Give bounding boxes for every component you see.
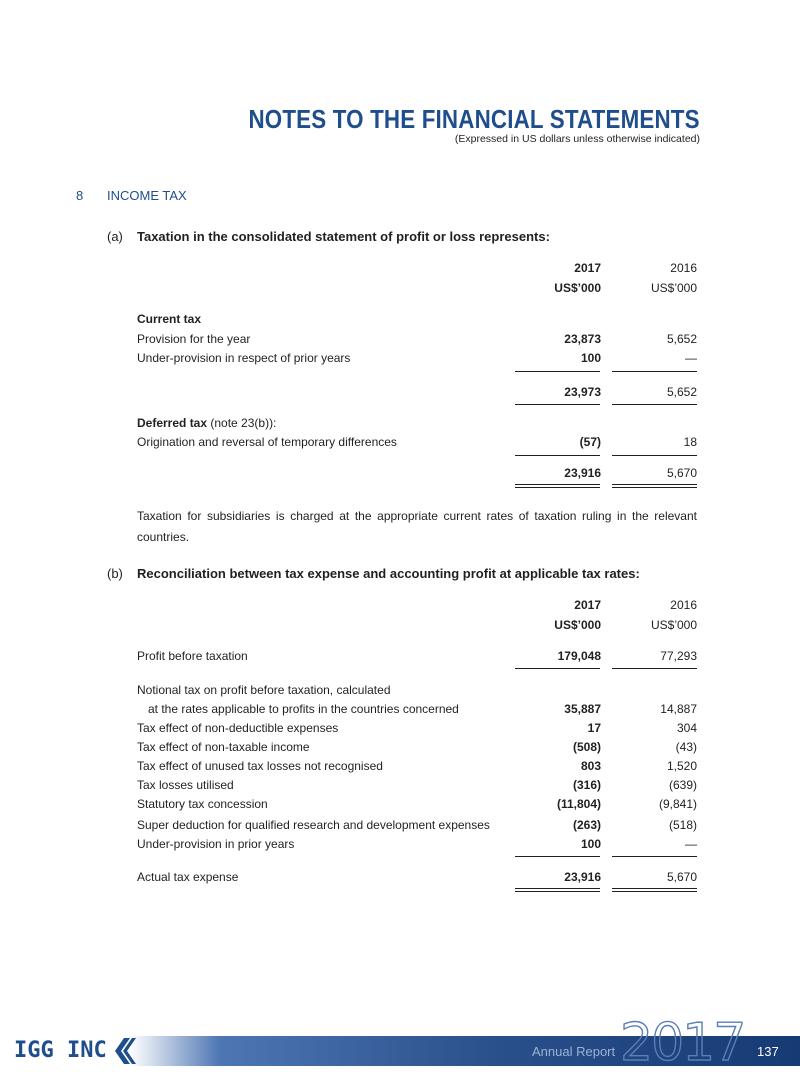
value-2017: 17	[587, 721, 601, 735]
value-2016: 77,293	[660, 649, 697, 663]
row-label: Actual tax expense	[137, 870, 239, 884]
table-row	[137, 738, 697, 756]
table-row	[137, 719, 697, 737]
part-a-title: Taxation in the consolidated statement of profit or loss represents:	[137, 229, 550, 244]
subtotal-row	[137, 383, 697, 401]
value-2017: (11,804)	[556, 797, 601, 811]
profit-before-tax-row	[137, 647, 697, 665]
row-label: Tax effect of non-taxable income	[137, 740, 310, 754]
total-2016: 5,670	[666, 466, 697, 480]
double-underline-2016	[612, 891, 697, 892]
underline-2017	[515, 668, 600, 669]
taxation-paragraph: Taxation for subsidiaries is charged at the appropriate current rates of taxation ruling in the relevant countries.	[137, 509, 697, 544]
col-2017-header: 2017	[574, 598, 601, 612]
total-2016: 5,670	[666, 870, 697, 884]
value-2017: (57)	[579, 435, 601, 449]
row-label: Origination and reversal of temporary differences	[137, 435, 397, 449]
double-underline-2016	[612, 487, 697, 488]
deferred-tax-heading: Deferred tax	[137, 416, 208, 430]
row-label: at the rates applicable to profits in the countries concerned	[148, 702, 459, 716]
double-underline-2017	[515, 487, 600, 488]
double-underline-2016	[612, 484, 697, 485]
unit-2016-header: US$’000	[650, 618, 697, 632]
part-b-title: Reconciliation between tax expense and accounting profit at applicable tax rates:	[137, 566, 640, 581]
value-2017: 100	[580, 837, 601, 851]
value-2017: 35,887	[564, 702, 601, 716]
row-label: Tax effect of non-deductible expenses	[137, 721, 339, 735]
subtotal-2017: 23,973	[564, 385, 601, 399]
row-label: Under-provision in respect of prior years	[137, 351, 351, 365]
annual-report-label: Annual Report	[532, 1044, 616, 1059]
table-row	[137, 835, 697, 853]
table-row	[137, 816, 697, 834]
value-2016: (639)	[668, 778, 697, 792]
deferred-tax-heading-row	[137, 414, 697, 432]
row-label: Under-provision in prior years	[137, 837, 295, 851]
total-2017: 23,916	[564, 466, 601, 480]
value-2017: (316)	[572, 778, 601, 792]
part-b-year-header	[137, 596, 697, 614]
actual-tax-expense-row	[137, 868, 697, 886]
deferred-tax-heading-wrap	[137, 414, 276, 432]
underline-2017	[515, 371, 600, 372]
row-label: Tax losses utilised	[137, 778, 234, 792]
col-2016-header: 2016	[670, 598, 697, 612]
current-tax-heading-row	[137, 310, 697, 328]
table-row	[137, 330, 697, 348]
table-row	[137, 776, 697, 794]
value-2016: —	[685, 351, 697, 365]
value-2017: 803	[580, 759, 601, 773]
table-row	[137, 795, 697, 813]
value-2017: (263)	[572, 818, 601, 832]
underline-2017	[515, 455, 600, 456]
double-underline-2017	[515, 891, 600, 892]
section-title: INCOME TAX	[107, 188, 187, 203]
chevron-left-icon	[114, 1038, 136, 1064]
double-underline-2016	[612, 888, 697, 889]
unit-2017-header: US$’000	[554, 281, 601, 295]
value-2016: 14,887	[660, 702, 697, 716]
col-2017-header: 2017	[574, 261, 601, 275]
value-2017: (508)	[572, 740, 601, 754]
table-row	[137, 757, 697, 775]
double-underline-2017	[515, 888, 600, 889]
row-label: Super deduction for qualified research and development expenses	[137, 818, 490, 832]
part-b-letter: (b)	[107, 566, 123, 581]
total-2017: 23,916	[564, 870, 601, 884]
value-2016: 18	[683, 435, 697, 449]
row-label: Notional tax on profit before taxation, calculated	[137, 683, 391, 697]
value-2016: (43)	[675, 740, 697, 754]
page-title: NOTES TO THE FINANCIAL STATEMENTS	[248, 104, 700, 134]
part-a-unit-header	[137, 279, 697, 297]
table-row	[137, 433, 697, 451]
subtotal-2016: 5,652	[666, 385, 697, 399]
value-2016: 5,652	[666, 332, 697, 346]
current-tax-heading: Current tax	[137, 312, 202, 326]
row-label: Statutory tax concession	[137, 797, 268, 811]
double-underline-2017	[515, 484, 600, 485]
unit-2016-header: US$’000	[650, 281, 697, 295]
page-number: 137	[757, 1044, 779, 1059]
value-2016: 1,520	[666, 759, 697, 773]
total-row	[137, 464, 697, 482]
report-year: 2017	[620, 1013, 745, 1073]
deferred-tax-note: (note 23(b)):	[207, 416, 277, 430]
unit-2017-header: US$’000	[554, 618, 601, 632]
col-2016-header: 2016	[670, 261, 697, 275]
row-label: Tax effect of unused tax losses not recognised	[137, 759, 383, 773]
underline-2017	[515, 404, 600, 405]
underline-2016	[612, 371, 697, 372]
underline-2016	[612, 856, 697, 857]
section-number: 8	[76, 188, 84, 203]
value-2016: 304	[676, 721, 697, 735]
underline-2016	[612, 455, 697, 456]
notional-tax-heading-row	[137, 681, 697, 699]
part-b-unit-header	[137, 616, 697, 634]
value-2016: (9,841)	[658, 797, 697, 811]
page-subtitle: (Expressed in US dollars unless otherwise indicated)	[454, 133, 700, 145]
row-label: Provision for the year	[137, 332, 251, 346]
part-a-letter: (a)	[107, 229, 123, 244]
table-row	[137, 700, 697, 718]
part-a-year-header	[137, 259, 697, 277]
underline-2016	[612, 404, 697, 405]
value-2017: 100	[580, 351, 601, 365]
table-row	[137, 349, 697, 367]
company-logo: IGG INC	[14, 1038, 107, 1063]
value-2017: 23,873	[564, 332, 601, 346]
value-2016: —	[685, 837, 697, 851]
value-2017: 179,048	[557, 649, 601, 663]
value-2016: (518)	[668, 818, 697, 832]
underline-2016	[612, 668, 697, 669]
row-label: Profit before taxation	[137, 649, 248, 663]
underline-2017	[515, 856, 600, 857]
